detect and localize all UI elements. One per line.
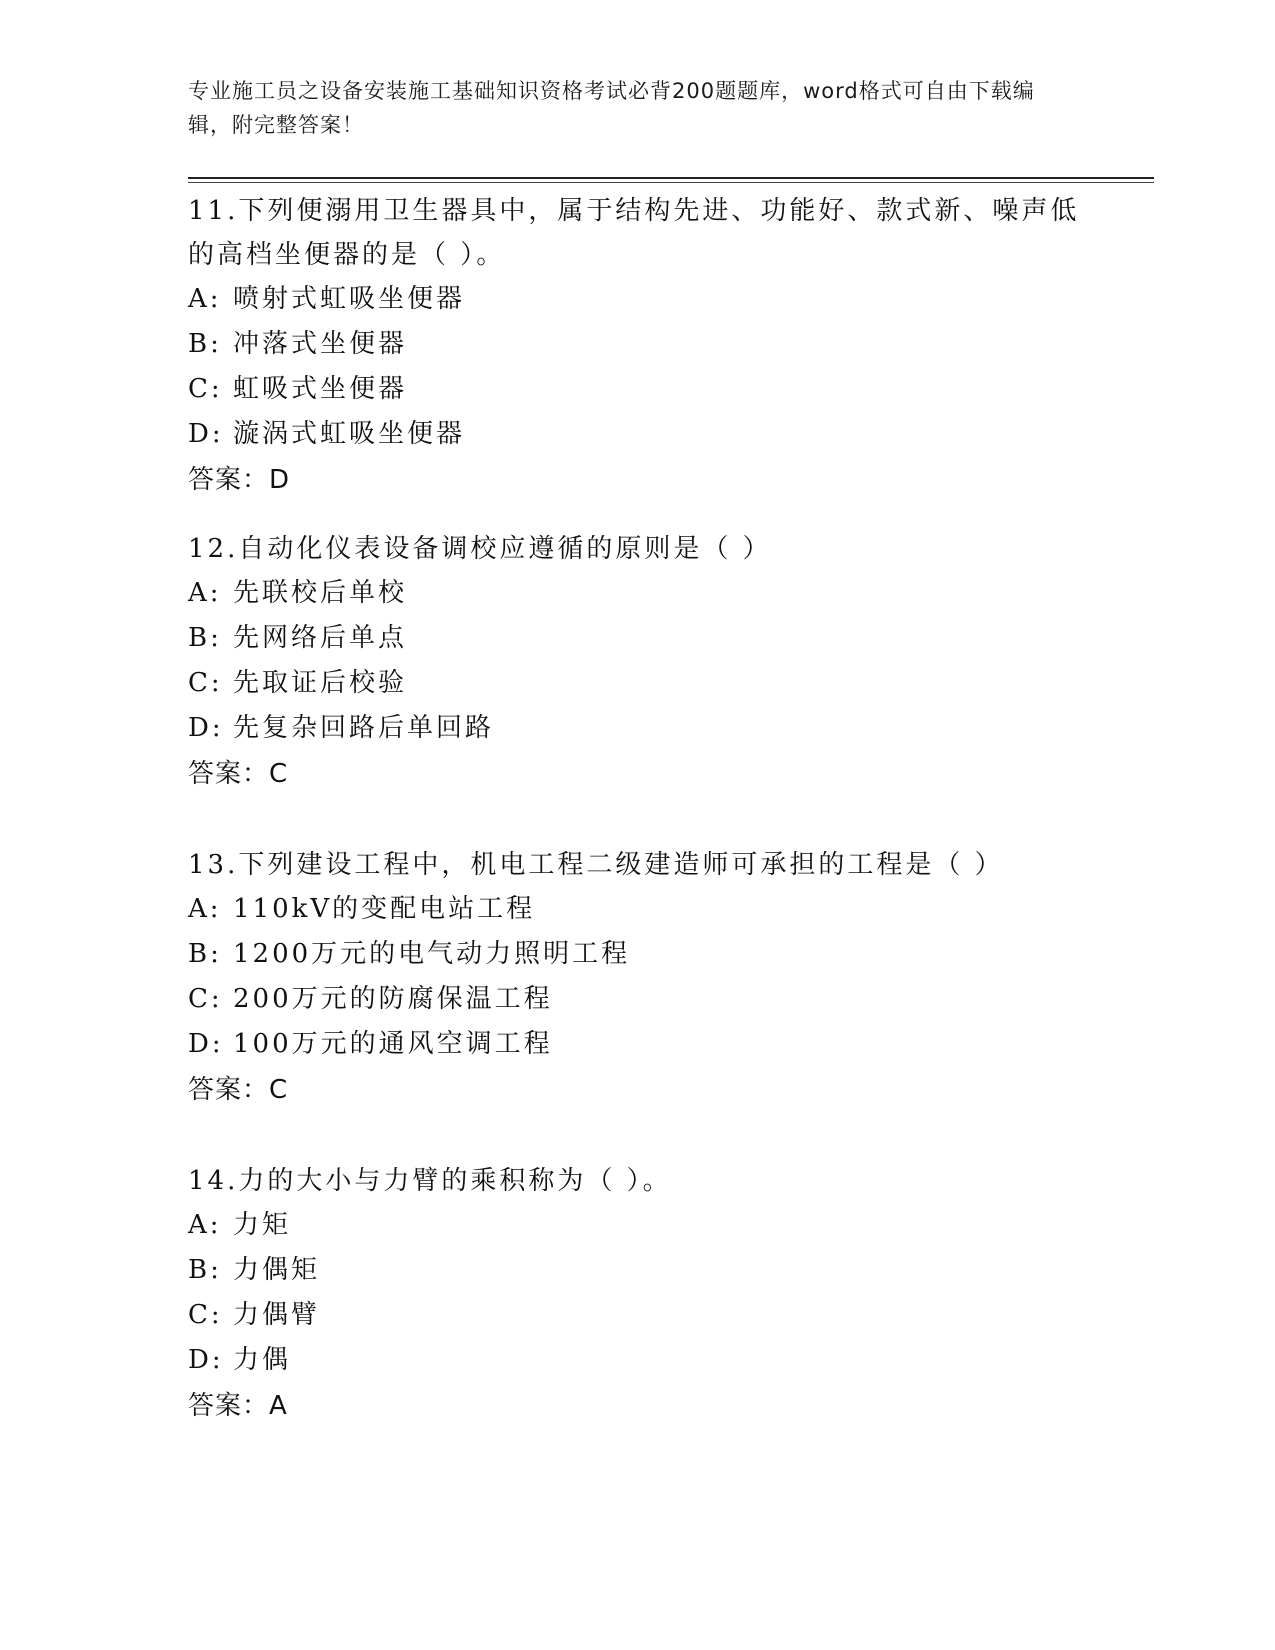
question-14	[188, 1159, 1088, 1429]
option-text: 力矩	[233, 1210, 292, 1240]
option-letter: B:	[188, 623, 222, 653]
option-text: 冲落式坐便器	[233, 329, 408, 359]
answer-label: 答案：A	[188, 1391, 288, 1421]
option-c	[188, 367, 1088, 412]
option-letter: D:	[188, 419, 224, 449]
option-letter: C:	[188, 984, 223, 1014]
question-13	[188, 843, 1088, 1113]
option-text: 力偶	[233, 1345, 292, 1375]
option-letter: A:	[188, 578, 222, 608]
question-stem: 14.力的大小与力臂的乘积称为（ ）。	[188, 1166, 672, 1196]
option-letter: A:	[188, 894, 222, 924]
option-d	[188, 1338, 1088, 1383]
option-text: 110kV的变配电站工程	[233, 894, 536, 924]
option-text: 先复杂回路后单回路	[233, 713, 495, 743]
option-c	[188, 661, 1088, 706]
option-text: 1200万元的电气动力照明工程	[233, 939, 631, 969]
option-letter: B:	[188, 939, 222, 969]
option-text: 漩涡式虹吸坐便器	[233, 419, 466, 449]
option-letter: A:	[188, 1210, 222, 1240]
question-12	[188, 527, 1088, 797]
option-d	[188, 706, 1088, 751]
option-letter: D:	[188, 1029, 224, 1059]
option-c	[188, 977, 1088, 1022]
option-d	[188, 1022, 1088, 1067]
option-letter: C:	[188, 374, 223, 404]
option-letter: D:	[188, 1345, 224, 1375]
option-letter: A:	[188, 284, 222, 314]
option-c	[188, 1293, 1088, 1338]
option-b	[188, 322, 1088, 367]
option-letter: D:	[188, 713, 224, 743]
option-text: 虹吸式坐便器	[233, 374, 408, 404]
option-d	[188, 412, 1088, 457]
option-letter: C:	[188, 668, 223, 698]
option-a	[188, 277, 1088, 322]
answer-label: 答案：D	[188, 465, 291, 495]
option-text: 先网络后单点	[233, 623, 408, 653]
question-stem: 11.下列便溺用卫生器具中，属于结构先进、功能好、款式新、噪声低的高档坐便器的是（ ）。	[188, 196, 1080, 270]
option-text: 先取证后校验	[233, 668, 408, 698]
option-b	[188, 932, 1088, 977]
question-stem: 12.自动化仪表设备调校应遵循的原则是（ ）	[188, 534, 772, 564]
option-a	[188, 571, 1088, 616]
option-text: 200万元的防腐保温工程	[233, 984, 553, 1014]
answer-label: 答案：C	[188, 759, 289, 789]
answer-label: 答案：C	[188, 1075, 289, 1105]
option-letter: B:	[188, 329, 222, 359]
header-divider-thin	[188, 182, 1154, 183]
option-a	[188, 1203, 1088, 1248]
option-text: 力偶矩	[233, 1255, 321, 1285]
option-b	[188, 1248, 1088, 1293]
question-stem: 13.下列建设工程中，机电工程二级建造师可承担的工程是（ ）	[188, 850, 1004, 880]
question-11	[188, 189, 1088, 503]
option-text: 100万元的通风空调工程	[233, 1029, 553, 1059]
option-a	[188, 887, 1088, 932]
option-text: 喷射式虹吸坐便器	[233, 284, 466, 314]
option-letter: B:	[188, 1255, 222, 1285]
document-header: 专业施工员之设备安装施工基础知识资格考试必背200题题库，word格式可自由下载编辑，附完整答案！	[188, 79, 1035, 137]
option-text: 力偶臂	[233, 1300, 321, 1330]
header-divider-thick	[188, 177, 1154, 179]
option-letter: C:	[188, 1300, 223, 1330]
option-b	[188, 616, 1088, 661]
option-text: 先联校后单校	[233, 578, 408, 608]
